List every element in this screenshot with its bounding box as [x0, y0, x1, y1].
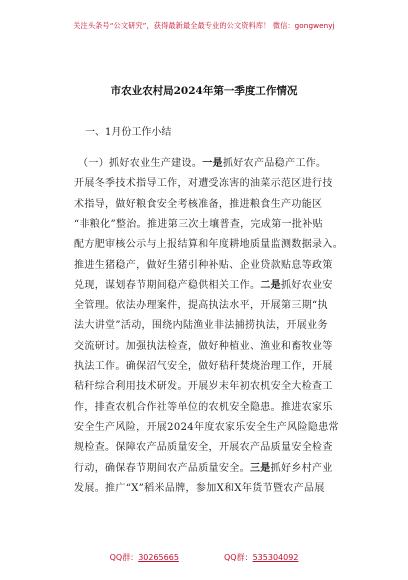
body-line — [74, 337, 333, 352]
body-line-text: 术指导，做好粮食安全考核准备，推进粮食生产功能区 — [74, 198, 323, 210]
body-line-text: 交流研讨。加强执法检查，做好种植业、渔业和畜牧业等 — [74, 340, 333, 352]
body-line-text: 行动，确保春节期间农产品质量安全。 — [74, 462, 250, 474]
body-line-text: 发展。推广“X”稻米品牌，参加X和X年货节暨农产品展 — [74, 482, 325, 494]
body-line-text: 安全生产风险，开展2024年度农家乐安全生产风险隐患常 — [74, 421, 339, 433]
footer-qq1[interactable] — [110, 553, 182, 562]
body-line-text: 推进生猪稳产，做好生猪引种补贴、企业贷款贴息等政策 — [74, 259, 333, 271]
body-line — [74, 276, 333, 291]
body-line — [74, 398, 333, 413]
body-line — [74, 377, 333, 392]
body-line-text: （一）抓好农业生产建设。 — [78, 158, 203, 169]
section-heading: 一、1月份工作小结 — [85, 127, 172, 138]
body-line-text: 全管理。依法办理案件，提高执法水平，开展第三期“执 — [74, 300, 328, 312]
footer-qq2[interactable] — [224, 553, 298, 562]
footer — [0, 552, 408, 563]
body-line-text: “非粮化”整治。推进第三次土壤普查，完成第一批补贴 — [74, 218, 323, 230]
body-line — [74, 479, 325, 494]
body-line — [74, 215, 323, 230]
footer-qq1-number[interactable]: 30265665 — [138, 553, 179, 562]
body-line-text: 配方肥审核公示与上报结算和年度耕地质量监测数据录入。 — [74, 239, 344, 251]
footer-qq2-label: QQ群： — [224, 553, 253, 562]
footer-qq1-label: QQ群： — [109, 553, 139, 562]
document-title: 市农业农村局2024年第一季度工作情况 — [110, 85, 298, 97]
body-line-emphasis: 三是 — [249, 462, 271, 474]
body-line — [74, 316, 328, 331]
body-line — [74, 438, 333, 453]
body-line — [74, 174, 333, 189]
body-line — [74, 256, 333, 271]
body-line — [74, 418, 339, 433]
body-line — [74, 296, 328, 311]
body-line-emphasis: 一是 — [202, 158, 223, 169]
body-line-text: 兑现，谋划春节期间稳产稳供相关工作。 — [74, 279, 261, 291]
body-line-text: 抓好乡村产业 — [270, 462, 333, 474]
body-line-text: 开展冬季技术指导工作，对遭受冻害的油菜示范区进行技 — [74, 178, 333, 190]
body-line-text: 秸秆综合利用技术研发。开展岁末年初农机安全大检查工 — [74, 381, 333, 393]
header-banner: 关注头条号“公文研究”，获得最新最全最专业的公文资料库！ 微信：gongwenyj — [73, 21, 335, 30]
body-line — [74, 195, 322, 210]
footer-qq2-number[interactable]: 535304092 — [252, 553, 299, 562]
body-line-emphasis: 二是 — [260, 279, 282, 291]
body-line — [74, 357, 333, 372]
body-line-text: 抓好农业安 — [281, 279, 333, 291]
body-line-text: 法大讲堂”活动，围绕内陆渔业非法捕捞执法，开展业务 — [74, 320, 328, 332]
body-line-text: 抓好农产品稳产工作。 — [222, 158, 327, 169]
body-line — [74, 235, 343, 250]
body-line-text: 规检查。保障农产品质量安全，开展农产品质量安全检查 — [74, 442, 333, 454]
body-line-text: 执法工作。确保沼气安全，做好秸秆焚烧治理工作，开展 — [74, 361, 333, 372]
body-line — [78, 154, 326, 169]
body-line-text: 作，排查农机合作社等单位的农机安全隐患。推进农家乐 — [74, 401, 333, 413]
body-line — [74, 459, 333, 474]
